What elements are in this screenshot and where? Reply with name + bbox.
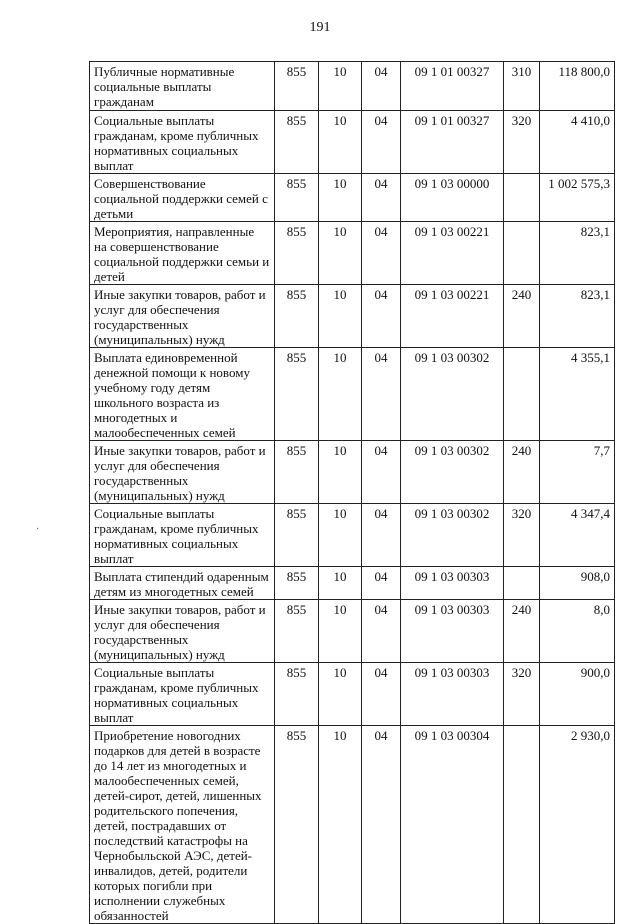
expense-type-code bbox=[504, 348, 540, 441]
subsection-code: 04 bbox=[362, 62, 401, 111]
expense-type-code: 320 bbox=[504, 663, 540, 726]
subsection-code: 04 bbox=[362, 663, 401, 726]
expense-type-code bbox=[504, 567, 540, 600]
target-article-code: 09 1 03 00221 bbox=[401, 222, 504, 285]
section-code: 10 bbox=[319, 567, 362, 600]
expense-type-code: 320 bbox=[504, 504, 540, 567]
expense-type-code bbox=[504, 726, 540, 924]
subsection-code: 04 bbox=[362, 348, 401, 441]
section-code: 10 bbox=[319, 285, 362, 348]
row-description: Социальные выплаты гражданам, кроме публичных нормативных социальных выплат bbox=[90, 504, 275, 567]
amount-value: 8,0 bbox=[540, 600, 615, 663]
target-article-code: 09 1 03 00221 bbox=[401, 285, 504, 348]
expense-type-code: 240 bbox=[504, 441, 540, 504]
target-article-code: 09 1 03 00000 bbox=[401, 174, 504, 222]
table-row bbox=[90, 111, 615, 174]
amount-value: 2 930,0 bbox=[540, 726, 615, 924]
table-row bbox=[90, 567, 615, 600]
ministry-code: 855 bbox=[275, 222, 319, 285]
row-description: Социальные выплаты гражданам, кроме публичных нормативных социальных выплат bbox=[90, 663, 275, 726]
budget-table bbox=[89, 61, 615, 924]
table-row bbox=[90, 348, 615, 441]
section-code: 10 bbox=[319, 504, 362, 567]
subsection-code: 04 bbox=[362, 111, 401, 174]
table-row bbox=[90, 222, 615, 285]
amount-value: 908,0 bbox=[540, 567, 615, 600]
row-description: Выплата стипендий одаренным детям из многодетных семей bbox=[90, 567, 275, 600]
target-article-code: 09 1 03 00304 bbox=[401, 726, 504, 924]
table-row bbox=[90, 62, 615, 111]
table-row bbox=[90, 504, 615, 567]
expense-type-code: 240 bbox=[504, 285, 540, 348]
ministry-code: 855 bbox=[275, 567, 319, 600]
subsection-code: 04 bbox=[362, 726, 401, 924]
row-description: Иные закупки товаров, работ и услуг для обеспечения государственных (муниципальных) нужд bbox=[90, 441, 275, 504]
subsection-code: 04 bbox=[362, 441, 401, 504]
row-description: Выплата единовременной денежной помощи к новому учебному году детям школьного возраста из многодетных и малообеспеченных семей bbox=[90, 348, 275, 441]
expense-type-code: 240 bbox=[504, 600, 540, 663]
page-number: 191 bbox=[309, 20, 331, 35]
subsection-code: 04 bbox=[362, 285, 401, 348]
table-row bbox=[90, 600, 615, 663]
target-article-code: 09 1 03 00302 bbox=[401, 348, 504, 441]
table-row bbox=[90, 285, 615, 348]
table-row bbox=[90, 726, 615, 924]
row-description: Социальные выплаты гражданам, кроме публичных нормативных социальных выплат bbox=[90, 111, 275, 174]
table-row bbox=[90, 174, 615, 222]
expense-type-code: 310 bbox=[504, 62, 540, 111]
table-row bbox=[90, 441, 615, 504]
subsection-code: 04 bbox=[362, 174, 401, 222]
expense-type-code: 320 bbox=[504, 111, 540, 174]
ministry-code: 855 bbox=[275, 726, 319, 924]
ministry-code: 855 bbox=[275, 174, 319, 222]
section-code: 10 bbox=[319, 600, 362, 663]
amount-value: 4 347,4 bbox=[540, 504, 615, 567]
table-body bbox=[90, 62, 615, 924]
section-code: 10 bbox=[319, 222, 362, 285]
section-code: 10 bbox=[319, 663, 362, 726]
ministry-code: 855 bbox=[275, 111, 319, 174]
section-code: 10 bbox=[319, 348, 362, 441]
amount-value: 7,7 bbox=[540, 441, 615, 504]
subsection-code: 04 bbox=[362, 222, 401, 285]
subsection-code: 04 bbox=[362, 504, 401, 567]
amount-value: 1 002 575,3 bbox=[540, 174, 615, 222]
target-article-code: 09 1 01 00327 bbox=[401, 62, 504, 111]
amount-value: 823,1 bbox=[540, 222, 615, 285]
amount-value: 4 410,0 bbox=[540, 111, 615, 174]
ministry-code: 855 bbox=[275, 441, 319, 504]
row-description: Иные закупки товаров, работ и услуг для обеспечения государственных (муниципальных) нужд bbox=[90, 600, 275, 663]
ministry-code: 855 bbox=[275, 504, 319, 567]
amount-value: 900,0 bbox=[540, 663, 615, 726]
target-article-code: 09 1 03 00303 bbox=[401, 567, 504, 600]
expense-type-code bbox=[504, 222, 540, 285]
target-article-code: 09 1 03 00302 bbox=[401, 504, 504, 567]
amount-value: 4 355,1 bbox=[540, 348, 615, 441]
target-article-code: 09 1 03 00302 bbox=[401, 441, 504, 504]
subsection-code: 04 bbox=[362, 600, 401, 663]
section-code: 10 bbox=[319, 174, 362, 222]
ministry-code: 855 bbox=[275, 663, 319, 726]
row-description: Приобретение новогодних подарков для детей в возрасте до 14 лет из многодетных и малообеспеченных семей, детей-сирот, детей, лишенных родительского попечения, детей, пострадавших от последствий катастрофы на Чернобыльской АЭС, детей-инвалидов, детей, родители которых погибли при исполнении служебных обязанностей bbox=[90, 726, 275, 924]
subsection-code: 04 bbox=[362, 567, 401, 600]
expense-type-code bbox=[504, 174, 540, 222]
section-code: 10 bbox=[319, 441, 362, 504]
target-article-code: 09 1 01 00327 bbox=[401, 111, 504, 174]
scan-mark: · bbox=[36, 524, 40, 535]
table-row bbox=[90, 663, 615, 726]
section-code: 10 bbox=[319, 111, 362, 174]
section-code: 10 bbox=[319, 62, 362, 111]
row-description: Публичные нормативные социальные выплаты гражданам bbox=[90, 62, 275, 111]
ministry-code: 855 bbox=[275, 348, 319, 441]
amount-value: 118 800,0 bbox=[540, 62, 615, 111]
section-code: 10 bbox=[319, 726, 362, 924]
ministry-code: 855 bbox=[275, 62, 319, 111]
row-description: Мероприятия, направленные на совершенствование социальной поддержки семьи и детей bbox=[90, 222, 275, 285]
target-article-code: 09 1 03 00303 bbox=[401, 663, 504, 726]
row-description: Совершенствование социальной поддержки семей с детьми bbox=[90, 174, 275, 222]
ministry-code: 855 bbox=[275, 285, 319, 348]
amount-value: 823,1 bbox=[540, 285, 615, 348]
target-article-code: 09 1 03 00303 bbox=[401, 600, 504, 663]
row-description: Иные закупки товаров, работ и услуг для обеспечения государственных (муниципальных) нужд bbox=[90, 285, 275, 348]
ministry-code: 855 bbox=[275, 600, 319, 663]
